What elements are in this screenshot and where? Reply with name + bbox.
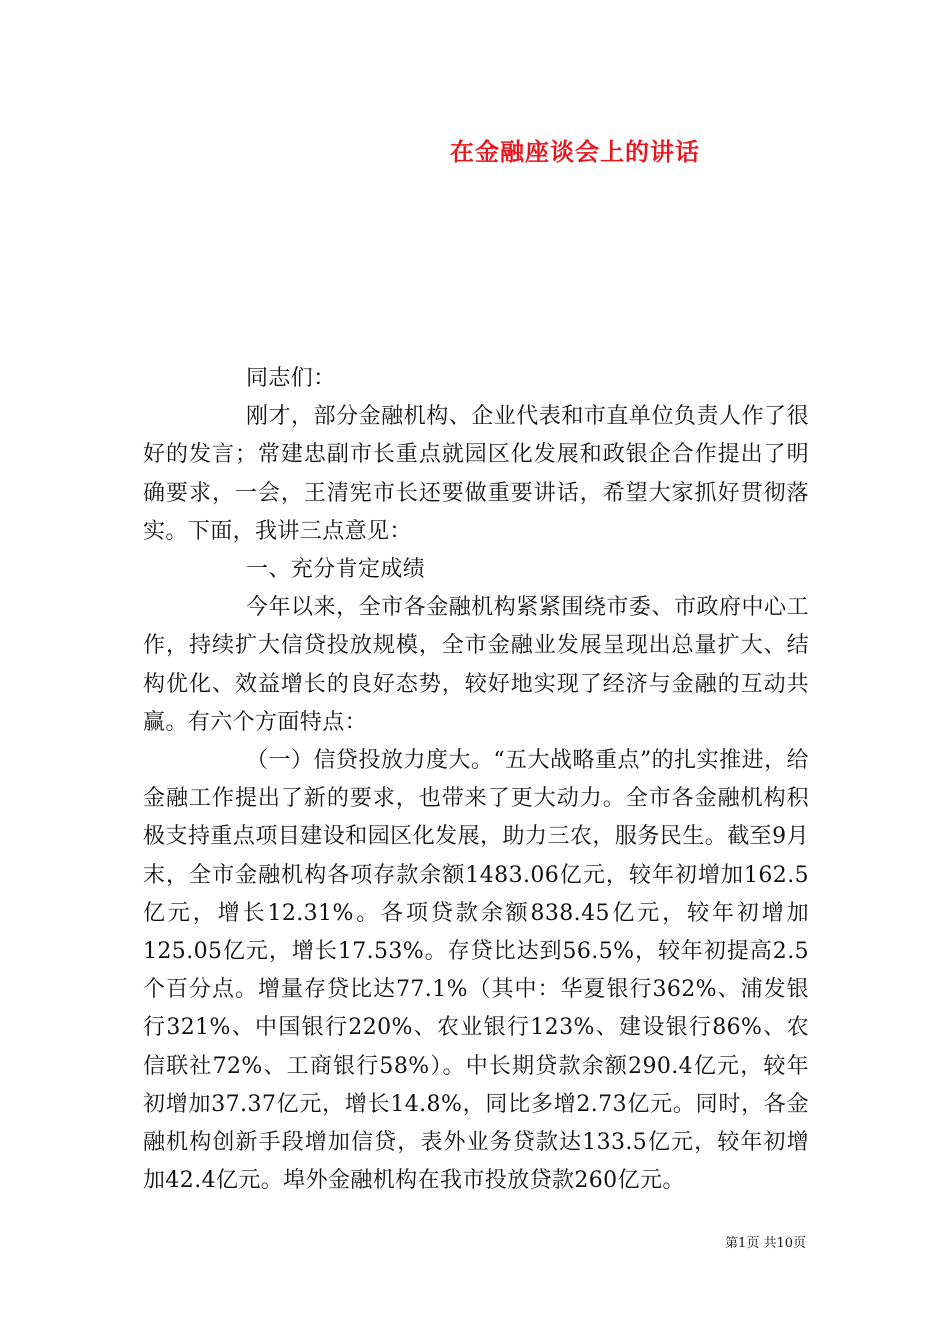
document-body	[143, 360, 809, 1200]
page-footer: 第1页 共10页	[725, 1236, 806, 1251]
section-paragraph: 今年以来，全市各金融机构紧紧围绕市委、市政府中心工作，持续扩大信贷投放规模，全市金融业发展呈现出总量扩大、结构优化、效益增长的良好态势，较好地实现了经济与金融的互动共赢。有六个方面特点：	[143, 595, 809, 735]
document-title: 在金融座谈会上的讲话	[450, 137, 700, 166]
section-heading: 一、充分肯定成绩	[246, 557, 426, 583]
subsection-paragraph: （一）信贷投放力度大。“五大战略重点”的扎实推进，给金融工作提出了新的要求，也带来了更大动力。全市各金融机构积极支持重点项目建设和园区化发展，助力三农，服务民生。截至9月末，全市金融机构各项存款余额1483.06亿元，较年初增加162.5亿元，增长12.31%。各项贷款余额838.45亿元，较年初增加125.05亿元，增长17.53%。存贷比达到56.5%，较年初提高2.5个百分点。增量存贷比达77.1%（其中：华夏银行362%、浦发银行321%、中国银行220%、农业银行123%、建设银行86%、农信联社72%、工商银行58%）。中长期贷款余额290.4亿元，较年初增加37.37亿元，增长14.8%，同比多增2.73亿元。同时，各金融机构创新手段增加信贷，表外业务贷款达133.5亿元，较年初增加42.4亿元。埠外金融机构在我市投放贷款260亿元。	[143, 748, 809, 1194]
opening-paragraph: 刚才，部分金融机构、企业代表和市直单位负责人作了很好的发言；常建忠副市长重点就园区化发展和政银企合作提出了明确要求，一会，王清宪市长还要做重要讲话，希望大家抓好贯彻落实。下面，我讲三点意见：	[143, 404, 809, 544]
salutation: 同志们：	[246, 366, 336, 391]
